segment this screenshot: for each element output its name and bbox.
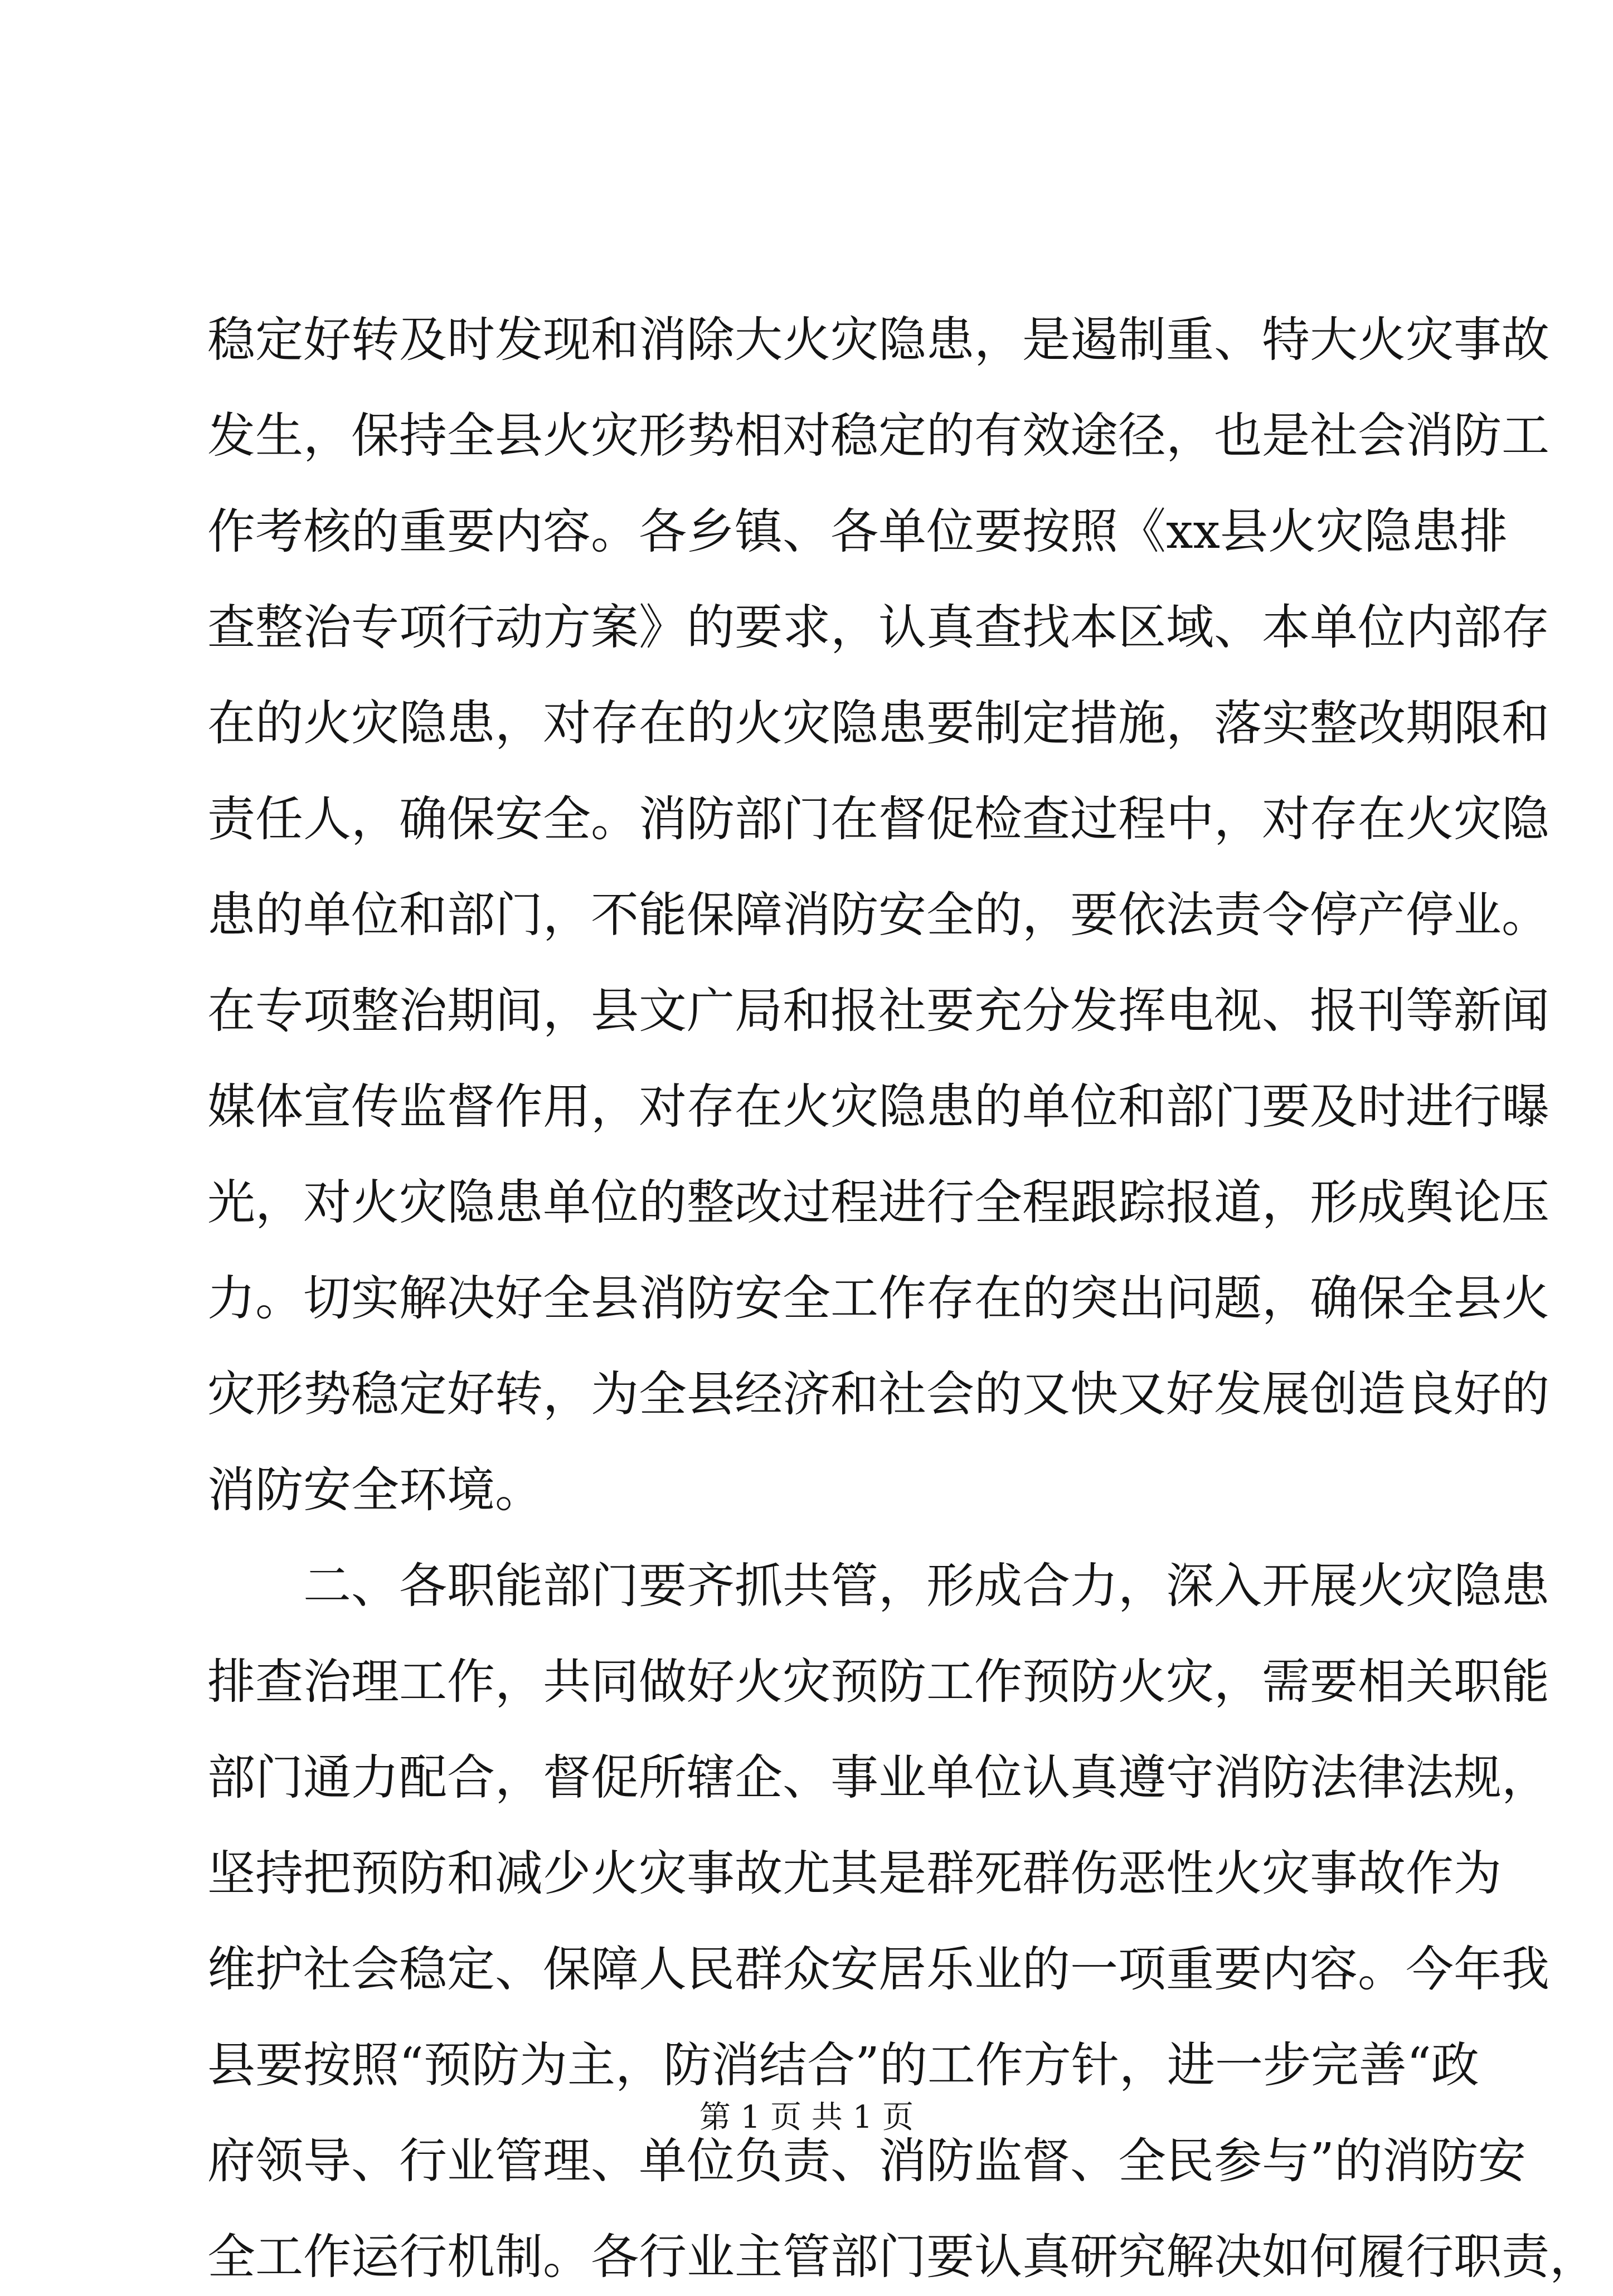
text-line-4: 查整治专项行动方案》的要求，认真查找本区域、本单位内部存 — [207, 600, 1549, 655]
text-line-15: 排查治理工作，共同做好火灾预防工作预防火灾，需要相关职能 — [207, 1654, 1549, 1710]
text-line-7: 患的单位和部门，不能保障消防安全的，要依法责令停产停业。 — [207, 887, 1549, 943]
text-line-19: 县要按照“预防为主，防消结合”的工作方针，进一步完善“政 — [207, 2037, 1479, 2093]
text-line-13: 消防安全环境。 — [207, 1462, 543, 1518]
text-line-1: 稳定好转及时发现和消除大火灾隐患，是遏制重、特大火灾事故 — [207, 312, 1549, 368]
text-line-9: 媒体宣传监督作用，对存在火灾隐患的单位和部门要及时进行曝 — [207, 1079, 1549, 1135]
text-line-17: 坚持把预防和减少火灾事故尤其是群死群伤恶性火灾事故作为 — [207, 1846, 1502, 1901]
text-line-11: 力。切实解决好全县消防安全工作存在的突出问题，确保全县火 — [207, 1271, 1549, 1326]
text-line-3: 作考核的重要内容。各乡镇、各单位要按照《xx县火灾隐患排 — [207, 504, 1508, 560]
text-line-8: 在专项整治期间，县文广局和报社要充分发挥电视、报刊等新闻 — [207, 983, 1549, 1039]
page-footer: 第 1 页 共 1 页 — [699, 2099, 914, 2136]
text-line-10: 光，对火灾隐患单位的整改过程进行全程跟踪报道，形成舆论压 — [207, 1175, 1549, 1230]
text-line-18: 维护社会稳定、保障人民群众安居乐业的一项重要内容。今年我 — [207, 1942, 1549, 1997]
text-line-2: 发生，保持全县火灾形势相对稳定的有效途径，也是社会消防工 — [207, 408, 1549, 464]
text-line-20: 府领导、行业管理、单位负责、消防监督、全民参与”的消防安 — [207, 2133, 1526, 2189]
text-line-5: 在的火灾隐患，对存在的火灾隐患要制定措施，落实整改期限和 — [207, 695, 1549, 751]
text-line-21: 全工作运行机制。各行业主管部门要认真研究解决如何履行职责， — [207, 2229, 1597, 2285]
text-line-14: 二、各职能部门要齐抓共管，形成合力，深入开展火灾隐患 — [303, 1558, 1549, 1614]
text-line-12: 灾形势稳定好转，为全县经济和社会的又快又好发展创造良好的 — [207, 1366, 1549, 1422]
text-line-16: 部门通力配合，督促所辖企、事业单位认真遵守消防法律法规， — [207, 1750, 1549, 1806]
text-line-6: 责任人，确保安全。消防部门在督促检查过程中，对存在火灾隐 — [207, 791, 1549, 847]
